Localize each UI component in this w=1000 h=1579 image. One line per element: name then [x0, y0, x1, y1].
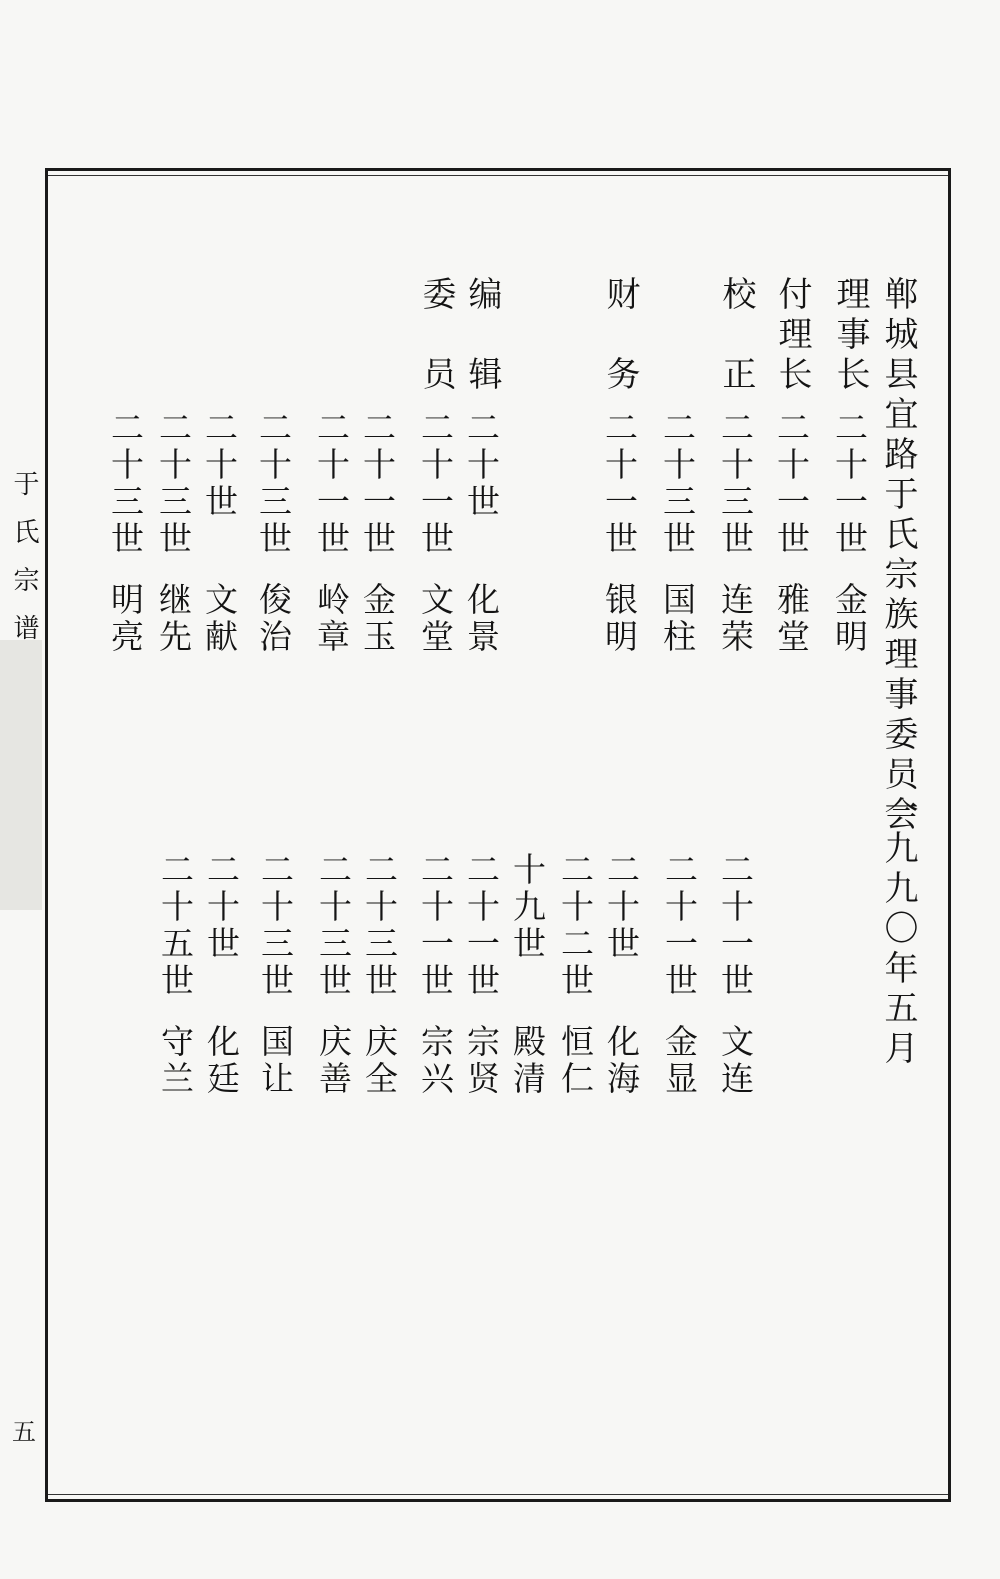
- member-name: 庆全: [360, 1024, 399, 1098]
- member-name: 银明: [600, 582, 639, 656]
- role-label: 编 辑: [462, 276, 502, 396]
- member-name: 文献: [200, 582, 239, 656]
- role-label: 委 员: [416, 276, 456, 396]
- generation: 十九世: [508, 852, 547, 963]
- generation: 二十一世: [600, 410, 639, 558]
- member-name: 庆善: [314, 1024, 353, 1098]
- generation: 二十二世: [556, 852, 595, 1000]
- committee-title: 郸城县宜路于氏宗族理事委员会: [878, 276, 918, 836]
- margin-book-title: 于氏宗谱: [9, 470, 39, 662]
- member-name: 宗兴: [416, 1024, 455, 1098]
- member-name: 恒仁: [556, 1024, 595, 1098]
- frame-inner-bottom-rule: [48, 1494, 948, 1495]
- member-name: 宗贤: [462, 1024, 501, 1098]
- generation: 二十世: [202, 852, 241, 963]
- generation: 二十三世: [154, 410, 193, 558]
- member-name: 化廷: [202, 1024, 241, 1098]
- member-name: 化海: [602, 1024, 641, 1098]
- member-name: 文连: [716, 1024, 755, 1098]
- generation: 二十三世: [360, 852, 399, 1000]
- member-name: 守兰: [156, 1024, 195, 1098]
- generation: 二十一世: [312, 410, 351, 558]
- role-label: 付理长: [772, 276, 812, 396]
- member-name: 俊治: [254, 582, 293, 656]
- member-name: 雅堂: [772, 582, 811, 656]
- member-name: 金明: [830, 582, 869, 656]
- generation: 二十三世: [106, 410, 145, 558]
- generation: 二十三世: [254, 410, 293, 558]
- generation: 二十三世: [256, 852, 295, 1000]
- member-name: 连荣: [716, 582, 755, 656]
- publication-date: 一九九〇年五月: [878, 790, 918, 1070]
- member-name: 化景: [462, 582, 501, 656]
- role-label: 理事长: [830, 276, 870, 396]
- generation: 二十三世: [658, 410, 697, 558]
- generation: 二十世: [462, 410, 501, 521]
- role-label: 校 正: [716, 276, 756, 396]
- frame-inner-top-rule: [48, 175, 948, 176]
- member-name: 岭章: [312, 582, 351, 656]
- scan-shadow: [0, 640, 42, 910]
- generation: 二十一世: [716, 852, 755, 1000]
- member-name: 国让: [256, 1024, 295, 1098]
- member-name: 明亮: [106, 582, 145, 656]
- role-label: 财 务: [600, 276, 640, 396]
- member-name: 继先: [154, 582, 193, 656]
- generation: 二十世: [602, 852, 641, 963]
- generation: 二十三世: [314, 852, 353, 1000]
- generation: 二十一世: [416, 410, 455, 558]
- member-name: 金显: [660, 1024, 699, 1098]
- member-name: 金玉: [358, 582, 397, 656]
- generation: 二十五世: [156, 852, 195, 1000]
- generation: 二十一世: [358, 410, 397, 558]
- member-name: 文堂: [416, 582, 455, 656]
- generation: 二十一世: [462, 852, 501, 1000]
- generation: 二十一世: [772, 410, 811, 558]
- member-name: 殿清: [508, 1024, 547, 1098]
- generation: 二十三世: [716, 410, 755, 558]
- generation: 二十一世: [416, 852, 455, 1000]
- page-number: 五: [12, 1418, 36, 1446]
- member-name: 国柱: [658, 582, 697, 656]
- generation: 二十一世: [830, 410, 869, 558]
- generation: 二十一世: [660, 852, 699, 1000]
- generation: 二十世: [200, 410, 239, 521]
